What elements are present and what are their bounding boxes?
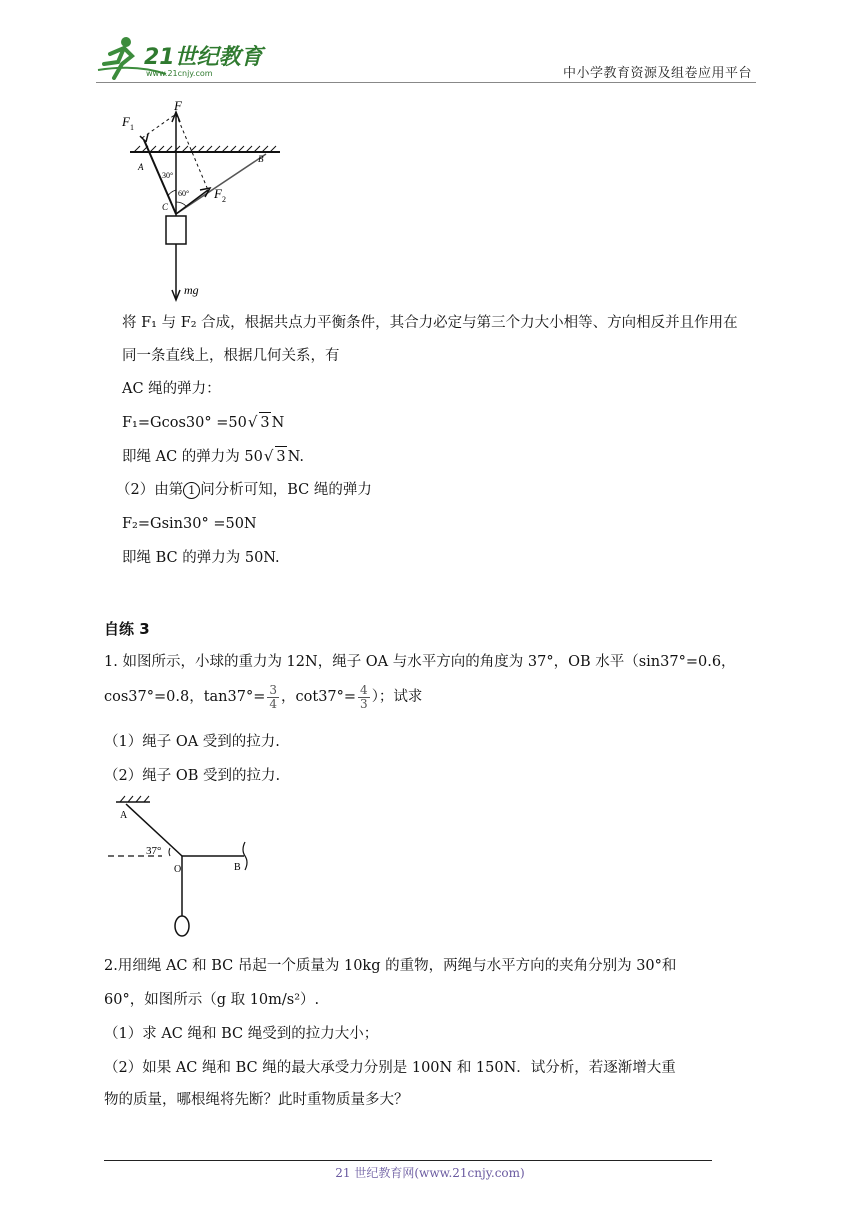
- label-angle-37: 37°: [146, 845, 162, 857]
- question-2-line-1: 2.用细绳 AC 和 BC 吊起一个质量为 10kg 的重物，两绳与水平方向的夹角分别为 30°和: [104, 958, 677, 974]
- logo-url: www.21cnjy.com: [146, 69, 213, 78]
- solution-f1-formula: F₁=Gcos30° =50√ 3 N: [122, 413, 285, 431]
- solution-part-2: （2）由第 1 问分析可知，BC 绳的弹力: [116, 482, 372, 498]
- question-2-sub-2-line-1: （2）如果 AC 绳和 BC 绳的最大承受力分别是 100N 和 150N．试分析，若逐渐增大重: [104, 1060, 676, 1076]
- label-f: F: [174, 98, 182, 113]
- label-mg: mg: [184, 283, 199, 297]
- header-platform-text: 中小学教育资源及组卷应用平台: [562, 66, 752, 81]
- label-f2-sub: 2: [222, 195, 226, 204]
- solution-ac-result: 即绳 AC 的弹力为 50√ 3 N.: [122, 447, 305, 465]
- force-f1-arrowhead: [140, 134, 148, 142]
- rope-bc: [176, 154, 266, 214]
- solution-f2-formula: F₂=Gsin30° =50N: [122, 516, 257, 532]
- solution-line-2: 同一条直线上，根据几何关系，有: [122, 348, 340, 364]
- section-title: 自练 3: [104, 620, 150, 638]
- question-2-sub-2-line-2: 物的质量，哪根绳将先断？此时重物质量多大？: [104, 1092, 409, 1108]
- label-o: O: [174, 864, 182, 875]
- question-2-sub-1: （1）求 AC 绳和 BC 绳受到的拉力大小；: [104, 1026, 379, 1042]
- header-divider: [96, 82, 756, 83]
- question-1-sub-2: （2）绳子 OB 受到的拉力.: [104, 768, 281, 784]
- footer-divider: [104, 1160, 712, 1161]
- sqrt-symbol: √ 3: [263, 447, 286, 465]
- label-b: B: [258, 154, 264, 164]
- fraction-4-3: $\frac{4}{3}$: [360, 682, 368, 711]
- sqrt-symbol: √ 3: [247, 413, 270, 431]
- site-logo: [96, 34, 266, 80]
- label-c: C: [162, 202, 169, 212]
- question-1-line-2: cos37°=0.8，tan37°= $\frac{3}{4}$ ，cot37°= $\frac{4}{3}$ ）；试求: [104, 682, 423, 711]
- force-diagram-2: [104, 794, 264, 940]
- circled-number: 1: [183, 482, 200, 499]
- solution-ac-label: AC 绳的弹力：: [122, 381, 221, 397]
- label-f1: F: [122, 114, 130, 129]
- label-b: B: [234, 862, 241, 873]
- fraction-3-4: $\frac{3}{4}$: [269, 682, 278, 711]
- label-f1-sub: 1: [130, 123, 134, 132]
- question-2-line-2: 60°，如图所示（g 取 10m/s²）.: [104, 992, 320, 1008]
- label-angle-30: 30°: [162, 171, 174, 180]
- logo-text: 21世纪教育: [144, 45, 263, 70]
- label-f2: F: [214, 186, 222, 201]
- label-a: A: [120, 810, 128, 821]
- question-1-sub-1: （1）绳子 OA 受到的拉力.: [104, 734, 280, 750]
- question-1-line-1: 1. 如图所示，小球的重力为 12N，绳子 OA 与水平方向的角度为 37°，OB 水平（sin37°=0.6，: [104, 654, 736, 670]
- label-a: A: [138, 162, 144, 172]
- footer-link[interactable]: 21 世纪教育网(www.21cnjy.com): [335, 1166, 525, 1180]
- solution-line-1: 将 F₁ 与 F₂ 合成，根据共点力平衡条件，其合力必定与第三个力大小相等、方向相反并且作用在: [122, 315, 738, 331]
- ball: [175, 916, 189, 936]
- label-angle-60: 60°: [178, 189, 190, 198]
- solution-bc-result: 即绳 BC 的弹力为 50N.: [122, 550, 280, 566]
- force-diagram-1: [118, 98, 288, 308]
- weight-block: [166, 216, 186, 244]
- dashed-parallelogram-1: [142, 114, 176, 138]
